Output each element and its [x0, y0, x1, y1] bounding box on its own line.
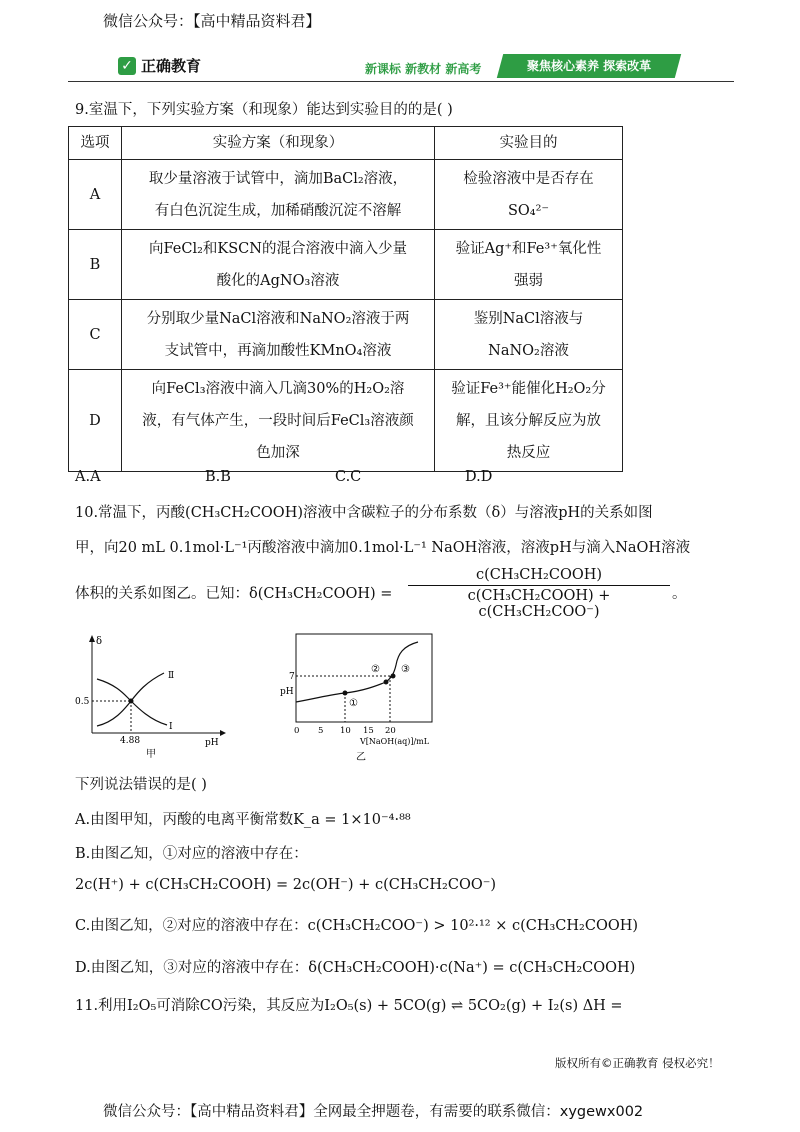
curve-i-label: Ⅰ	[169, 722, 173, 732]
figure-yi	[278, 632, 438, 762]
plan-line: 酸化的AgNO₃溶液	[216, 272, 340, 289]
row-goal	[435, 300, 623, 370]
x-tick-label: 10	[340, 726, 351, 736]
option-c[interactable]: C.C	[335, 469, 362, 485]
q10-line2: 甲，向20 mL 0.1mol·L⁻¹丙酸溶液中滴加0.1mol·L⁻¹ NaOH溶液，溶液pH与滴入NaOH溶液	[75, 540, 691, 556]
q10-ask: 下列说法错误的是( )	[75, 777, 207, 793]
logo	[118, 55, 201, 76]
q10-option-c[interactable]: C.由图乙知，②对应的溶液中存在：c(CH₃CH₂COO⁻) > 10²·¹² × c(CH₃CH₂COOH)	[75, 918, 639, 934]
figure-caption: 甲	[146, 749, 156, 760]
formula-fraction	[408, 567, 670, 620]
formula-end: 。	[672, 586, 687, 602]
header-wechat-line: 微信公众号：【高中精品资料君】	[103, 12, 321, 30]
y-axis-label: pH	[280, 687, 294, 697]
table-row	[69, 230, 623, 300]
intersection-point	[129, 699, 134, 704]
plan-line: 支试管中，再滴加酸性KMnO₄溶液	[164, 342, 392, 359]
plan-line: 向FeCl₂和KSCN的混合溶液中滴入少量	[149, 240, 407, 257]
goal-line: NaNO₂溶液	[488, 342, 569, 359]
q11-stem: 11.利用I₂O₅可消除CO污染，其反应为I₂O₅(s) + 5CO(g) ⇌ 5CO₂(g) + I₂(s) ΔH =	[75, 998, 623, 1014]
row-label: A	[69, 160, 122, 230]
table-header-cell: 实验目的	[435, 127, 623, 160]
plot-frame	[296, 634, 432, 722]
plan-line: 液，有气体产生，一段时间后FeCl₃溶液颜	[142, 412, 414, 429]
curve-ii-label: Ⅱ	[168, 671, 175, 681]
y-axis-label: δ	[96, 636, 103, 647]
option-a[interactable]: A.A	[75, 469, 101, 485]
row-plan	[122, 160, 435, 230]
row-label: C	[69, 300, 122, 370]
table-header-cell: 选项	[69, 127, 122, 160]
slogan-banner	[497, 54, 681, 78]
goal-line: 验证Ag⁺和Fe³⁺氧化性	[455, 240, 602, 257]
point-2	[384, 680, 389, 685]
goal-line: SO₄²⁻	[507, 202, 550, 219]
footer-wechat-line: 微信公众号：【高中精品资料君】全网最全押题卷，有需要的联系微信：xygewx002	[103, 1104, 644, 1120]
q9-options	[75, 469, 595, 485]
table-row	[69, 160, 623, 230]
row-goal	[435, 230, 623, 300]
q10-option-a[interactable]: A.由图甲知，丙酸的电离平衡常数K_a = 1×10⁻⁴·⁸⁸	[75, 812, 411, 828]
row-label: D	[69, 370, 122, 472]
table-row	[69, 370, 623, 472]
point-2-label: ②	[371, 664, 380, 675]
plan-line: 分别取少量NaCl溶液和NaNO₂溶液于两	[146, 310, 410, 327]
titration-curve	[296, 642, 418, 702]
point-1-label: ①	[349, 698, 358, 709]
x-axis-arrow	[220, 730, 226, 736]
x-tick-label: 20	[385, 726, 396, 736]
plan-line: 色加深	[256, 444, 300, 461]
row-plan	[122, 230, 435, 300]
row-goal	[435, 370, 623, 472]
q10-line1: 10.常温下，丙酸(CH₃CH₂COOH)溶液中含碳粒子的分布系数（δ）与溶液pH的关系如图	[75, 505, 653, 521]
goal-line: 解，且该分解反应为放	[456, 412, 601, 429]
option-d[interactable]: D.D	[465, 469, 493, 485]
logo-text: 正确教育	[141, 57, 202, 75]
table-header-row	[69, 127, 623, 160]
row-label: B	[69, 230, 122, 300]
figure-jia	[72, 630, 232, 760]
point-1	[343, 691, 348, 696]
q10-option-b-equation: 2c(H⁺) + c(CH₃CH₂COOH) = 2c(OH⁻) + c(CH₃CH₂COO⁻)	[75, 877, 497, 893]
check-icon: ✓	[118, 57, 136, 75]
figure-caption: 乙	[356, 752, 366, 762]
x-axis-label: pH	[205, 738, 219, 748]
x-tick-label: 4.88	[120, 736, 141, 746]
x-axis-label: V[NaOH(aq)]/mL	[360, 737, 430, 746]
table-row	[69, 300, 623, 370]
table-header-cell: 实验方案（和现象）	[122, 127, 435, 160]
fraction-denominator: c(CH₃CH₂COOH) + c(CH₃CH₂COO⁻)	[467, 588, 611, 620]
option-b[interactable]: B.B	[205, 469, 231, 485]
q9-stem: 9.室温下，下列实验方案（和现象）能达到实验目的的是( )	[75, 102, 453, 118]
goal-line: 强弱	[514, 272, 543, 289]
plan-line: 有白色沉淀生成，加稀硝酸沉淀不溶解	[154, 202, 402, 219]
header-divider	[68, 81, 734, 82]
footer-copyright: 版权所有©正确教育 侵权必究！	[555, 1056, 720, 1070]
x-tick-label: 0	[294, 726, 300, 736]
fraction-numerator: c(CH₃CH₂COOH)	[408, 567, 670, 586]
y-tick-label: 7	[289, 672, 295, 682]
y-axis-arrow	[89, 635, 95, 642]
plan-line: 向FeCl₃溶液中滴入几滴30%的H₂O₂溶	[151, 380, 405, 397]
q9-table	[68, 126, 623, 472]
q10-option-d[interactable]: D.由图乙知，③对应的溶液中存在：δ(CH₃CH₂COOH)·c(Na⁺) = c(CH₃CH₂COOH)	[75, 960, 636, 976]
q10-option-b[interactable]: B.由图乙知，①对应的溶液中存在：	[75, 846, 308, 862]
x-tick-label: 5	[318, 726, 324, 736]
point-3-label: ③	[401, 664, 410, 675]
row-plan	[122, 370, 435, 472]
x-tick-label: 15	[363, 726, 374, 736]
goal-line: 鉴别NaCl溶液与	[473, 310, 584, 327]
q10-line3: 体积的关系如图乙。已知：δ(CH₃CH₂COOH) =	[75, 586, 393, 602]
row-plan	[122, 300, 435, 370]
y-tick-label: 0.5	[75, 697, 90, 707]
goal-line: 检验溶液中是否存在	[463, 170, 594, 187]
point-3	[391, 674, 396, 679]
slogan-left: 新课标 新教材 新高考	[365, 62, 482, 76]
plan-line: 取少量溶液于试管中，滴加BaCl₂溶液，	[148, 170, 408, 187]
slogan-right: 聚焦核心素养 探索改革	[526, 59, 652, 73]
goal-line: 热反应	[506, 444, 551, 461]
goal-line: 验证Fe³⁺能催化H₂O₂分	[451, 380, 606, 397]
row-goal	[435, 160, 623, 230]
